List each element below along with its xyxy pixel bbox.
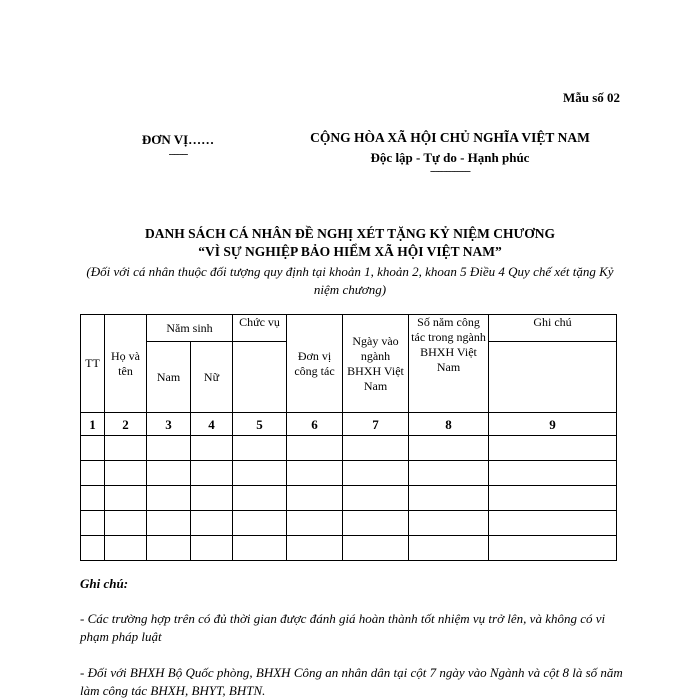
- header-position: Chức vụ: [233, 315, 287, 342]
- table-row: [81, 461, 617, 486]
- motto-underline: ---------------: [430, 165, 470, 177]
- table-cell: [287, 486, 343, 511]
- table-cell: [147, 436, 191, 461]
- table-cell: [105, 436, 147, 461]
- column-number: 2: [105, 413, 147, 436]
- table-cell: [287, 536, 343, 561]
- table-cell: [81, 486, 105, 511]
- table-cell: [233, 486, 287, 511]
- table-cell: [191, 436, 233, 461]
- table-cell: [191, 486, 233, 511]
- table-cell: [233, 536, 287, 561]
- table-cell: [287, 436, 343, 461]
- column-number: 6: [287, 413, 343, 436]
- header-notes: Ghi chú: [489, 315, 617, 342]
- table-cell: [489, 436, 617, 461]
- table-cell: [409, 536, 489, 561]
- national-title: CỘNG HÒA XÃ HỘI CHỦ NGHĨA VIỆT NAM: [310, 130, 590, 145]
- document-subtitle: (Đối với cá nhân thuộc đối tượng quy định tại khoản 1, khoản 2, khoan 5 Điều 4 Quy chế xét tặng Kỷ niệm chương): [86, 264, 614, 297]
- table-cell: [409, 486, 489, 511]
- table-cell: [287, 461, 343, 486]
- unit-label: ĐƠN VỊ……: [141, 132, 215, 147]
- column-number: 7: [343, 413, 409, 436]
- header-join-date: Ngày vào ngành BHXH Việt Nam: [343, 315, 409, 413]
- note-item: - Đối với BHXH Bộ Quốc phòng, BHXH Công an nhân dân tại cột 7 ngày vào Ngành và cột 8 là số năm làm công tác BHXH, BHYT, BHTN.: [80, 665, 623, 698]
- document-title-line2: “VÌ SỰ NGHIỆP BẢO HIỂM XÃ HỘI VIỆT NAM”: [198, 244, 502, 259]
- column-number: 4: [191, 413, 233, 436]
- table-cell: [81, 436, 105, 461]
- header-birth-year: Năm sinh: [147, 315, 233, 342]
- header-years: Số năm công tác trong ngành BHXH Việt Nam: [409, 315, 489, 413]
- table-cell: [409, 461, 489, 486]
- header-notes-blank: [489, 342, 617, 413]
- table-cell: [147, 486, 191, 511]
- header-unit: Đơn vị công tác: [287, 315, 343, 413]
- document-title-line1: DANH SÁCH CÁ NHÂN ĐỀ NGHỊ XÉT TẶNG KỶ NIỆM CHƯƠNG: [144, 226, 556, 241]
- table-cell: [409, 511, 489, 536]
- note-item: - Các trường hợp trên có đủ thời gian được đánh giá hoàn thành tốt nhiệm vụ trở lên, và không có vi phạm pháp luật: [80, 611, 606, 644]
- column-number: 5: [233, 413, 287, 436]
- table-cell: [287, 511, 343, 536]
- table-cell: [105, 461, 147, 486]
- table-cell: [81, 536, 105, 561]
- table-cell: [343, 536, 409, 561]
- table-cell: [81, 461, 105, 486]
- header-female: Nữ: [191, 342, 233, 413]
- table-cell: [105, 511, 147, 536]
- table-cell: [233, 461, 287, 486]
- table-cell: [191, 461, 233, 486]
- header-position-blank: [233, 342, 287, 413]
- header-male: Nam: [147, 342, 191, 413]
- header-name: Họ và tên: [105, 315, 147, 413]
- nominee-table: [80, 314, 617, 561]
- unit-underline: -------: [168, 148, 188, 160]
- table-cell: [489, 461, 617, 486]
- table-cell: [489, 486, 617, 511]
- table-cell: [233, 511, 287, 536]
- form-number: Mẫu số 02: [562, 90, 620, 105]
- table-cell: [147, 461, 191, 486]
- column-number-row: [81, 413, 617, 436]
- table-cell: [81, 511, 105, 536]
- table-cell: [147, 536, 191, 561]
- table-cell: [343, 511, 409, 536]
- table-header-row: [81, 315, 617, 342]
- header-tt: TT: [81, 315, 105, 413]
- table-cell: [191, 511, 233, 536]
- notes-title: Ghi chú:: [80, 576, 129, 591]
- table-cell: [343, 461, 409, 486]
- column-number: 9: [489, 413, 617, 436]
- table-cell: [343, 486, 409, 511]
- column-number: 1: [81, 413, 105, 436]
- table-row: [81, 436, 617, 461]
- column-number: 3: [147, 413, 191, 436]
- table-cell: [147, 511, 191, 536]
- table-body: [81, 436, 617, 561]
- table-cell: [343, 436, 409, 461]
- table-cell: [489, 536, 617, 561]
- table-row: [81, 536, 617, 561]
- table-cell: [233, 436, 287, 461]
- table-cell: [105, 486, 147, 511]
- table-cell: [409, 436, 489, 461]
- table-cell: [489, 511, 617, 536]
- column-number: 8: [409, 413, 489, 436]
- table-row: [81, 486, 617, 511]
- national-motto: Độc lập - Tự do - Hạnh phúc: [370, 150, 530, 165]
- table-cell: [191, 536, 233, 561]
- table-cell: [105, 536, 147, 561]
- table-row: [81, 511, 617, 536]
